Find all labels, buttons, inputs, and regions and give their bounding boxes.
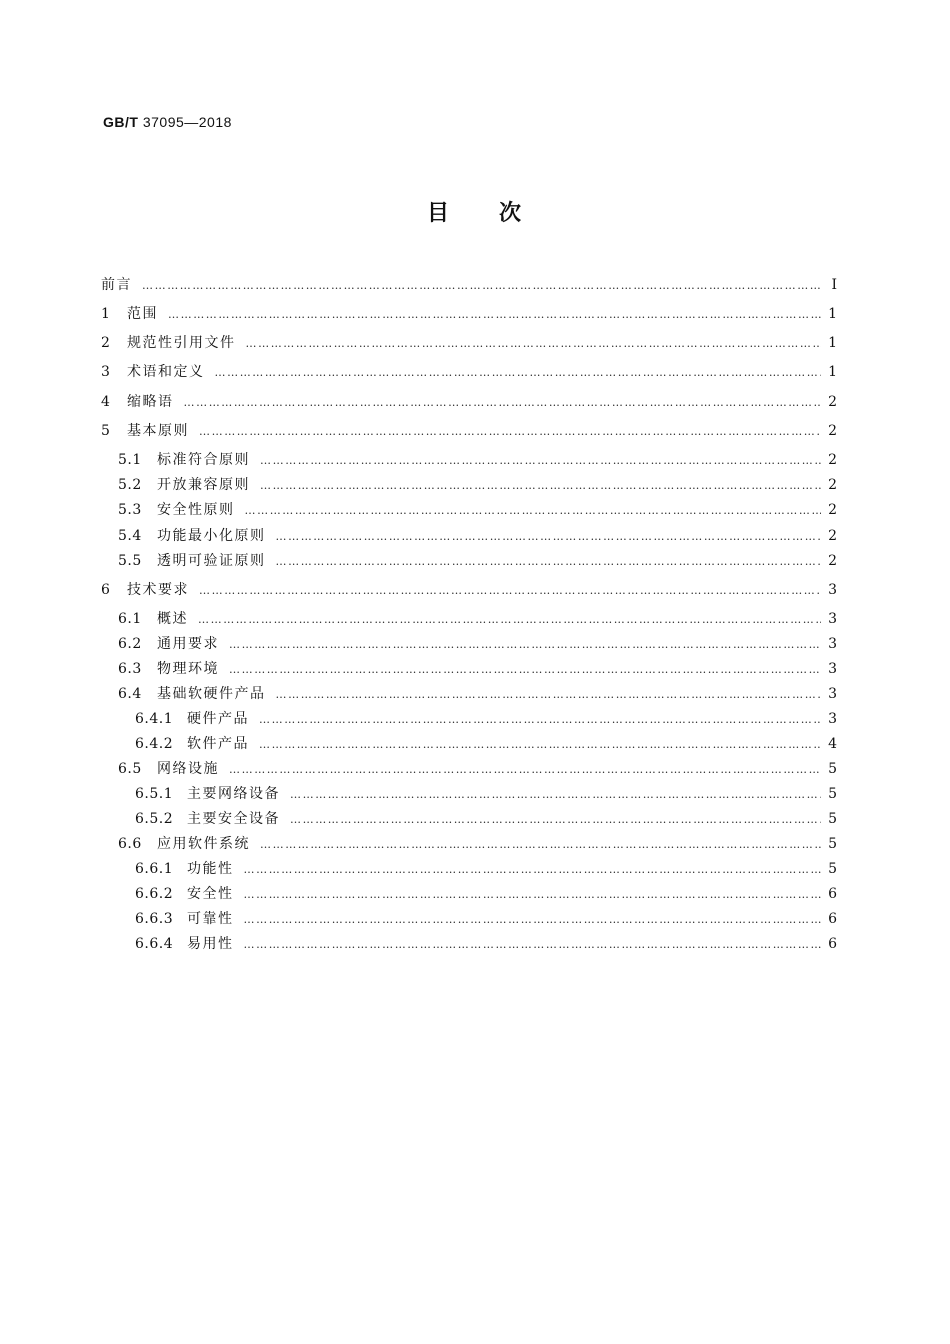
toc-entry-title: 基本原则 xyxy=(127,423,189,439)
toc-leader xyxy=(244,936,822,954)
standard-number: 37095—2018 xyxy=(142,114,232,130)
toc-entry-number: 6.4 xyxy=(118,686,142,702)
toc-leader xyxy=(260,836,821,854)
toc-entry-number: 6 xyxy=(101,582,111,598)
toc-leader xyxy=(260,477,821,495)
toc-leader xyxy=(245,502,822,520)
toc-entry-title: 硬件产品 xyxy=(187,711,249,727)
toc-entry[interactable] xyxy=(135,910,837,928)
toc-entry-foreword[interactable] xyxy=(101,276,837,294)
toc-entry-number: 4 xyxy=(101,394,111,410)
toc-leader xyxy=(259,711,821,729)
toc-entry-title: 术语和定义 xyxy=(127,364,205,380)
toc-entry-page: 1 xyxy=(828,364,837,380)
toc-entry-title: 缩略语 xyxy=(127,394,174,410)
toc-leader xyxy=(276,553,822,571)
toc-entry-number: 5.3 xyxy=(118,502,142,518)
toc-entry[interactable] xyxy=(118,552,837,570)
toc-entry[interactable] xyxy=(135,935,837,953)
toc-entry[interactable] xyxy=(118,476,837,494)
toc-entry-title: 应用软件系统 xyxy=(157,836,250,852)
toc-entry-title: 功能最小化原则 xyxy=(157,528,266,544)
toc-entry-page: 6 xyxy=(828,911,837,927)
toc-entry-number: 6.6.4 xyxy=(135,936,174,952)
toc-entry-title: 物理环境 xyxy=(157,661,219,677)
toc-entry-number: 6.2 xyxy=(118,636,142,652)
toc-entry-title: 功能性 xyxy=(187,861,234,877)
page-title xyxy=(0,196,950,227)
toc-entry[interactable] xyxy=(118,527,837,545)
toc-entry-number: 2 xyxy=(101,335,111,351)
toc-entry[interactable] xyxy=(135,810,837,828)
toc-entry-title: 易用性 xyxy=(187,936,234,952)
title-char-2: 次 xyxy=(499,201,524,226)
toc-entry-title: 软件产品 xyxy=(187,736,249,752)
toc-leader xyxy=(142,277,821,295)
toc-entry-number: 6.5.2 xyxy=(135,811,174,827)
toc-entry-title: 标准符合原则 xyxy=(157,452,250,468)
toc-leader xyxy=(199,423,821,441)
toc-entry[interactable] xyxy=(135,710,837,728)
toc-entry-title: 基础软硬件产品 xyxy=(157,686,266,702)
toc-leader xyxy=(244,911,822,929)
toc-entry-number: 6.3 xyxy=(118,661,142,677)
toc-entry-title: 透明可验证原则 xyxy=(157,553,266,569)
toc-entry-number: 6.4.2 xyxy=(135,736,174,752)
toc-entry-number: 6.5 xyxy=(118,761,142,777)
toc-entry-title: 范围 xyxy=(127,306,158,322)
toc-entry[interactable] xyxy=(118,685,837,703)
toc-entry[interactable] xyxy=(118,451,837,469)
toc-entry[interactable] xyxy=(118,835,837,853)
toc-entry[interactable] xyxy=(118,635,837,653)
toc-entry[interactable] xyxy=(135,735,837,753)
toc-entry[interactable] xyxy=(101,334,837,352)
toc-entry-number: 6.6.1 xyxy=(135,861,174,877)
toc-entry-page: 2 xyxy=(828,394,837,410)
toc-entry[interactable] xyxy=(118,610,837,628)
toc-entry-page: 1 xyxy=(828,335,837,351)
toc-leader xyxy=(259,736,821,754)
toc-entry-number: 6.5.1 xyxy=(135,786,174,802)
toc-entry[interactable] xyxy=(101,393,837,411)
toc-entry-page: 2 xyxy=(828,502,837,518)
toc-entry-title: 通用要求 xyxy=(157,636,219,652)
toc-leader xyxy=(260,452,821,470)
toc-entry-title: 技术要求 xyxy=(127,582,189,598)
title-char-1: 目 xyxy=(426,201,451,226)
toc-entry-page: 1 xyxy=(828,306,837,322)
toc-entry-title: 主要安全设备 xyxy=(187,811,280,827)
toc-entry-number: 6.6.3 xyxy=(135,911,174,927)
toc-leader xyxy=(244,886,822,904)
toc-entry-number: 5.1 xyxy=(118,452,142,468)
toc-entry-page: 2 xyxy=(828,452,837,468)
toc-entry-title: 安全性 xyxy=(187,886,234,902)
toc-entry-number: 5 xyxy=(101,423,111,439)
toc-entry-page: 3 xyxy=(828,661,837,677)
toc-entry-number: 5.2 xyxy=(118,477,142,493)
toc-entry[interactable] xyxy=(118,760,837,778)
toc-entry-page: 3 xyxy=(828,582,837,598)
toc-entry-page: 2 xyxy=(828,477,837,493)
toc-entry-title: 开放兼容原则 xyxy=(157,477,250,493)
toc-entry-title: 可靠性 xyxy=(187,911,234,927)
toc-leader xyxy=(229,761,821,779)
toc-entry-page: 2 xyxy=(828,528,837,544)
toc-entry[interactable] xyxy=(135,885,837,903)
toc-entry-page: 2 xyxy=(828,553,837,569)
standard-prefix: GB/T xyxy=(103,114,139,130)
toc-entry[interactable] xyxy=(118,660,837,678)
toc-entry-page: 6 xyxy=(828,936,837,952)
toc-entry-number: 6.4.1 xyxy=(135,711,174,727)
toc-leader xyxy=(246,335,822,353)
toc-leader xyxy=(276,686,822,704)
toc-leader xyxy=(168,306,821,324)
toc-entry-page: 5 xyxy=(828,861,837,877)
toc-leader xyxy=(244,861,822,879)
toc-entry[interactable] xyxy=(135,860,837,878)
toc-entry[interactable] xyxy=(101,581,837,599)
toc-entry-number: 5.5 xyxy=(118,553,142,569)
toc-entry[interactable] xyxy=(118,501,837,519)
toc-leader xyxy=(184,394,822,412)
toc-entry-page: 3 xyxy=(828,636,837,652)
toc-entry-page: 5 xyxy=(828,761,837,777)
toc-leader xyxy=(229,636,821,654)
toc-leader xyxy=(215,364,822,382)
toc-entry-title: 网络设施 xyxy=(157,761,219,777)
toc-entry[interactable] xyxy=(101,305,837,323)
toc-entry-title: 概述 xyxy=(157,611,188,627)
toc-entry-page: 3 xyxy=(828,711,837,727)
toc-entry[interactable] xyxy=(101,363,837,381)
toc-leader xyxy=(229,661,821,679)
toc-entry[interactable] xyxy=(101,422,837,440)
toc-entry-number: 3 xyxy=(101,364,111,380)
toc-entry-number: 5.4 xyxy=(118,528,142,544)
toc-entry-title: 规范性引用文件 xyxy=(127,335,236,351)
toc-entry-number: 6.6.2 xyxy=(135,886,174,902)
toc-entry-page: 3 xyxy=(828,611,837,627)
toc-leader xyxy=(198,611,821,629)
toc-leader xyxy=(276,528,822,546)
toc-entry-title: 前言 xyxy=(101,277,132,293)
toc-entry-page: 6 xyxy=(828,886,837,902)
toc-entry-page: 4 xyxy=(828,736,837,752)
toc-entry-title: 安全性原则 xyxy=(157,502,235,518)
standard-code xyxy=(103,114,232,130)
toc-entry-page: 5 xyxy=(828,786,837,802)
toc-leader xyxy=(199,582,821,600)
toc-entry-page: 2 xyxy=(828,423,837,439)
toc-entry-page: 3 xyxy=(828,686,837,702)
toc-leader xyxy=(290,811,821,829)
toc-entry-number: 1 xyxy=(101,306,111,322)
toc-entry-page: 5 xyxy=(828,836,837,852)
toc-entry-page: Ⅰ xyxy=(831,277,837,293)
toc-entry-number: 6.6 xyxy=(118,836,142,852)
toc-entry[interactable] xyxy=(135,785,837,803)
toc-entry-page: 5 xyxy=(828,811,837,827)
toc-leader xyxy=(290,786,821,804)
toc-entry-number: 6.1 xyxy=(118,611,142,627)
toc-entry-title: 主要网络设备 xyxy=(187,786,280,802)
